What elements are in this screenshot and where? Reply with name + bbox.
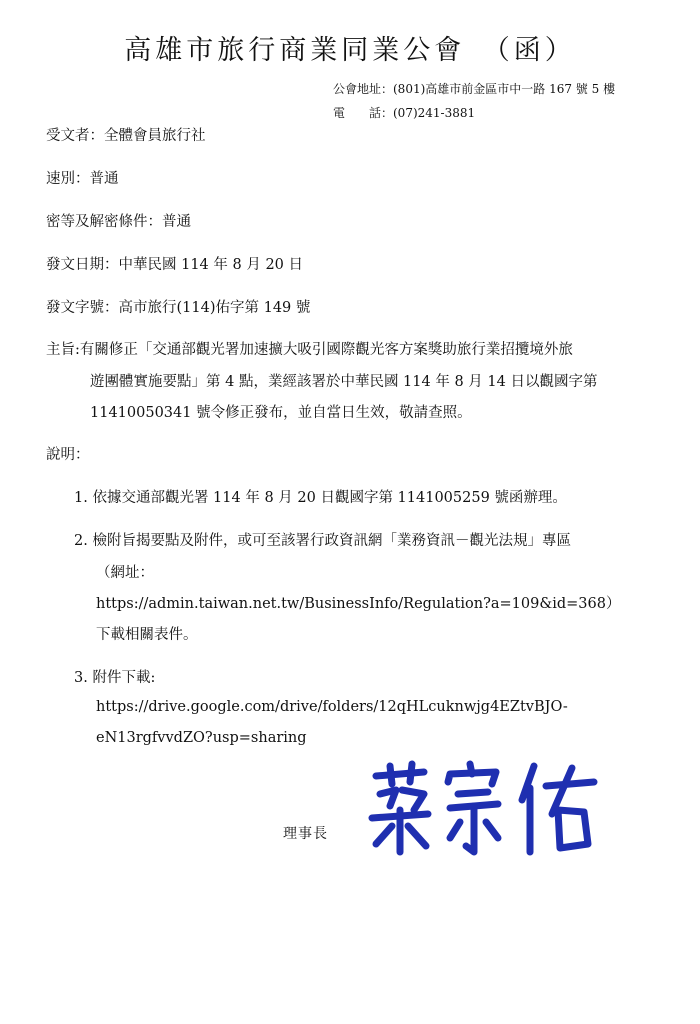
chairman-label: 理事長 [283, 826, 328, 842]
explanation-label: 說明： [46, 447, 90, 463]
speed-field: 速別：普通 [46, 171, 119, 187]
recipient-field: 受文者：全體會員旅行社 [46, 128, 206, 144]
association-phone: 電 話：(07)241-3881 [333, 106, 476, 120]
document-title: 高雄市旅行商業同業公會 （函） [124, 35, 576, 66]
association-address: 公會地址：(801)高雄市前金區市中一路 167 號 5 樓 [333, 82, 616, 96]
handwritten-signature [362, 760, 602, 860]
attachment-url-line-2[interactable]: eN13rgfvvdZO?usp=sharing [96, 730, 307, 746]
security-field: 密等及解密條件：普通 [46, 214, 191, 230]
document-number-field: 發文字號：高市旅行(114)佑字第 149 號 [46, 300, 311, 316]
explanation-item-1: 1. 依據交通部觀光署 114 年 8 月 20 日觀國字第 1141005259 號函辦理。 [74, 490, 567, 506]
explanation-item-2: 2. 檢附旨揭要點及附件，或可至該署行政資訊網「業務資訊－觀光法規」專區 [74, 533, 571, 549]
attachment-url-line-1[interactable]: https://drive.google.com/drive/folders/12qHLcuknwjg4EZtvBJO- [96, 699, 568, 715]
issue-date-field: 發文日期：中華民國 114 年 8 月 20 日 [46, 257, 304, 273]
subject-line-3: 11410050341 號令修正發布，並自當日生效，敬請查照。 [90, 405, 472, 421]
regulation-url[interactable]: https://admin.taiwan.net.tw/BusinessInfo/Regulation?a=109&id=368） [96, 596, 621, 612]
explanation-item-3: 3. 附件下載: [74, 670, 156, 686]
subject-line-1: 主旨:有關修正「交通部觀光署加速擴大吸引國際觀光客方案獎助旅行業招攬境外旅 [46, 342, 573, 358]
explanation-item-2-line-2: （網址： [96, 565, 154, 581]
subject-line-2: 遊團體實施要點」第 4 點，業經該署於中華民國 114 年 8 月 14 日以觀國字第 [90, 374, 598, 390]
explanation-item-2-line-4: 下載相關表件。 [96, 627, 198, 643]
